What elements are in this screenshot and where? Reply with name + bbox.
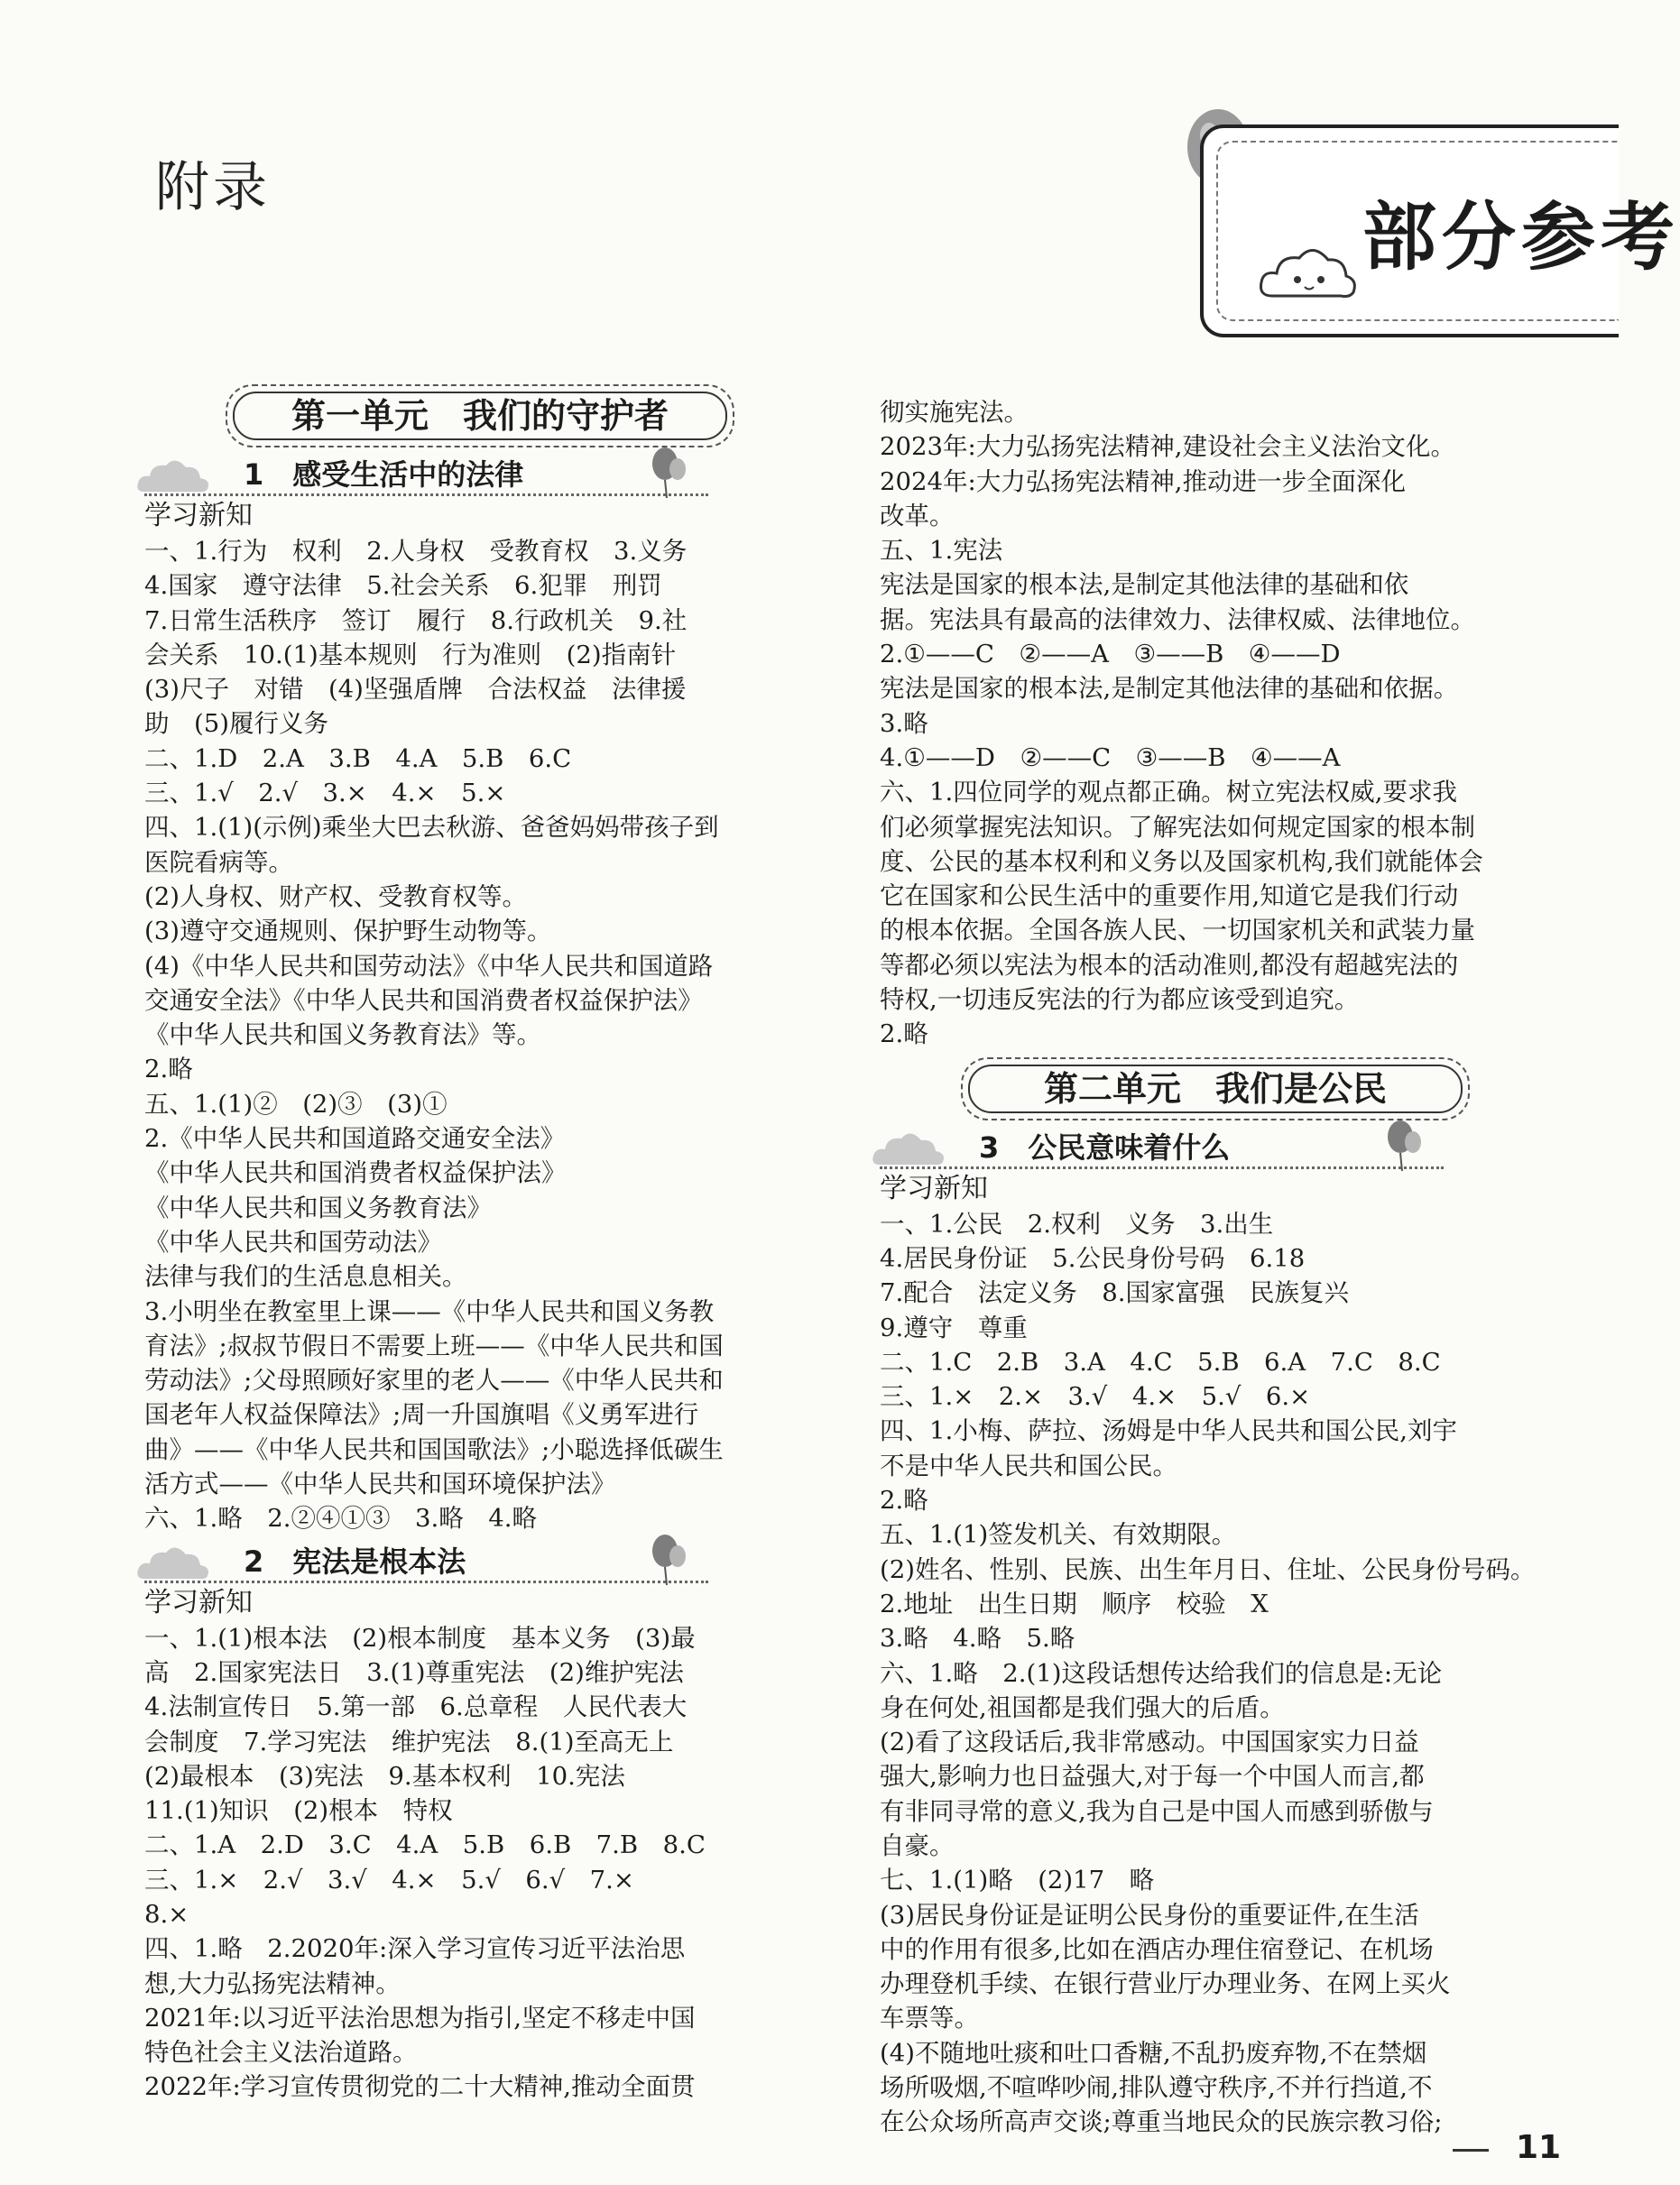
answer-line: 会关系 10.(1)基本规则 行为准则 (2)指南针	[144, 640, 677, 669]
answer-line: (3)居民身份证是证明公民身份的重要证件,在生活	[880, 1900, 1419, 1930]
answer-line: 自豪。	[880, 1830, 955, 1860]
answer-line: 国老年人权益保障法》;周一升国旗唱《义勇军进行	[144, 1400, 699, 1430]
lesson-title: 1 感受生活中的法律	[244, 457, 524, 492]
answer-line: 7.配合 法定义务 8.国家富强 民族复兴	[880, 1278, 1349, 1308]
answer-line: 劳动法》;父母照顾好家里的老人——《中华人民共和	[144, 1366, 724, 1396]
answer-line: 活方式——《中华人民共和国环境保护法》	[144, 1470, 616, 1499]
answer-line: 曲》——《中华人民共和国国歌法》;小聪选择低碳生	[144, 1434, 724, 1464]
answer-line: 特色社会主义法治道路。	[144, 2038, 418, 2068]
answer-line: 场所吸烟,不喧哗吵闹,排队遵守秩序,不并行挡道,不	[880, 2073, 1433, 2103]
right-column	[880, 395, 1561, 2140]
answer-line: 六、1.略 2.②④①③ 3.略 4.略	[144, 1504, 537, 1534]
answer-line: 五、1.(1)签发机关、有效期限。	[880, 1520, 1237, 1550]
answer-line: 9.遵守 尊重	[880, 1313, 1028, 1342]
answer-line: 的根本依据。全国各族人民、一切国家机关和武装力量	[880, 916, 1475, 945]
answer-line: 2.《中华人民共和国道路交通安全法》	[144, 1124, 566, 1154]
answer-line: 四、1.(1)(示例)乘坐大巴去秋游、爸爸妈妈带孩子到	[144, 813, 719, 843]
lesson-title: 3 公民意味着什么	[979, 1129, 1231, 1165]
answer-line: (2)看了这段话后,我非常感动。中国国家实力日益	[880, 1728, 1419, 1757]
answer-line: 度、公民的基本权利和义务以及国家机构,我们就能体会	[880, 846, 1483, 876]
balloon-icon	[645, 1533, 690, 1587]
cloud-icon	[135, 451, 217, 496]
answer-line: 六、1.略 2.(1)这段话想传达给我们的信息是:无论	[880, 1658, 1443, 1688]
answer-line: 3.略 4.略 5.略	[880, 1624, 1075, 1654]
balloon-icon	[645, 446, 690, 500]
answer-line: 宪法是国家的根本法,是制定其他法律的基础和依据。	[880, 674, 1459, 704]
answer-line: 二、1.C 2.B 3.A 4.C 5.B 6.A 7.C 8.C	[880, 1347, 1441, 1377]
answer-line: 4.居民身份证 5.公民身份号码 6.18	[880, 1243, 1306, 1273]
lesson-heading	[144, 1538, 826, 1585]
answer-line: 五、1.(1)② (2)③ (3)①	[144, 1089, 448, 1119]
lesson-heading	[880, 1124, 1561, 1171]
answer-line: (3)遵守交通规则、保护野生动物等。	[144, 917, 552, 946]
answer-line: 们必须掌握宪法知识。了解宪法如何规定国家的根本制	[880, 812, 1475, 842]
answer-line: 一、1.行为 权利 2.人身权 受教育权 3.义务	[144, 537, 688, 566]
answer-line: 3.略	[880, 708, 928, 738]
lesson-title: 2 宪法是根本法	[244, 1544, 466, 1579]
answer-line: 法律与我们的生活息息相关。	[144, 1262, 467, 1292]
answer-line: 办理登机手续、在银行营业厅办理业务、在网上买火	[880, 1969, 1451, 1999]
answer-line: 7.日常生活秩序 签订 履行 8.行政机关 9.社	[144, 605, 688, 635]
answer-line: 彻实施宪法。	[880, 398, 1029, 427]
answer-line: 中的作用有很多,比如在酒店办理住宿登记、在机场	[880, 1934, 1434, 1964]
unit-heading: 第二单元 我们是公民	[961, 1057, 1470, 1120]
answer-line: 五、1.宪法	[880, 536, 1003, 566]
answer-line: 4.国家 遵守法律 5.社会关系 6.犯罪 刑罚	[144, 571, 662, 601]
answer-line: 2.略	[144, 1055, 193, 1084]
answer-line: 育法》;叔叔节假日不需要上班——《中华人民共和国	[144, 1331, 724, 1360]
answer-line: 4.①——D ②——C ③——B ④——A	[880, 742, 1341, 772]
answer-line: (2)姓名、性别、民族、出生年月日、住址、公民身份号码。	[880, 1554, 1536, 1584]
answer-line: 2024年:大力弘扬宪法精神,推动进一步全面深化	[880, 466, 1406, 496]
answer-line: 《中华人民共和国劳动法》	[144, 1227, 442, 1257]
answer-line: 交通安全法》《中华人民共和国消费者权益保护法》	[144, 985, 703, 1015]
answer-line: 2.①——C ②——A ③——B ④——D	[880, 640, 1341, 669]
answer-line: 等都必须以宪法为根本的活动准则,都没有超越宪法的	[880, 950, 1459, 980]
answer-line: (4)不随地吐痰和吐口香糖,不乱扔废弃物,不在禁烟	[880, 2038, 1427, 2068]
answer-line: 《中华人民共和国消费者权益保护法》	[144, 1158, 567, 1188]
answer-line: 在公众场所高声交谈;尊重当地民众的民族宗教习俗;	[880, 2107, 1443, 2137]
answer-line: 宪法是国家的根本法,是制定其他法律的基础和依	[880, 570, 1409, 600]
answer-line: 据。宪法具有最高的法律效力、法律权威、法律地位。	[880, 604, 1475, 634]
answer-line: 8.×	[144, 1899, 189, 1929]
answer-line: 2.略	[880, 1486, 928, 1516]
answer-line: 有非同寻常的意义,我为自己是中国人而感到骄傲与	[880, 1796, 1434, 1826]
answer-line: 七、1.(1)略 (2)17 略	[880, 1866, 1155, 1895]
answer-line: 2.略	[880, 1019, 928, 1049]
answer-line: 2021年:以习近平法治思想为指引,坚定不移走中国	[144, 2003, 696, 2033]
answer-line: 六、1.四位同学的观点都正确。树立宪法权威,要求我	[880, 778, 1457, 807]
answer-line: 强大,影响力也日益强大,对于每一个中国人而言,都	[880, 1762, 1425, 1792]
answer-line: 特权,一切违反宪法的行为都应该受到追究。	[880, 985, 1360, 1015]
lesson-heading	[144, 451, 826, 498]
left-column	[144, 379, 826, 2105]
cloud-icon	[1254, 233, 1362, 305]
answer-line: 会制度 7.学习宪法 维护宪法 8.(1)至高无上	[144, 1727, 674, 1756]
answer-line: 2022年:学习宣传贯彻党的二十大精神,推动全面贯	[144, 2072, 696, 2102]
page-number-dash	[1453, 2149, 1489, 2152]
answer-line: 三、1.× 2.√ 3.√ 4.× 5.√ 6.√ 7.×	[144, 1865, 634, 1895]
answer-line: 2023年:大力弘扬宪法精神,建设社会主义法治文化。	[880, 432, 1455, 462]
answer-line: 《中华人民共和国义务教育法》等。	[144, 1020, 541, 1050]
answer-line: 《中华人民共和国义务教育法》	[144, 1193, 492, 1222]
answer-line: (3)尺子 对错 (4)坚强盾牌 合法权益 法律援	[144, 675, 687, 705]
answer-line: 助 (5)履行义务	[144, 709, 328, 739]
answer-line: 身在何处,祖国都是我们强大的后盾。	[880, 1692, 1285, 1722]
balloon-icon	[1380, 1119, 1426, 1173]
answer-line: 一、1.公民 2.权利 义务 3.出生	[880, 1209, 1274, 1239]
answer-line: 2.地址 出生日期 顺序 校验 X	[880, 1589, 1269, 1618]
answer-line: 医院看病等。	[144, 847, 293, 877]
answer-line: (2)人身权、财产权、受教育权等。	[144, 881, 527, 911]
answer-line: 11.(1)知识 (2)根本 特权	[144, 1796, 453, 1826]
answer-line: 二、1.D 2.A 3.B 4.A 5.B 6.C	[144, 743, 572, 773]
answer-banner	[1200, 124, 1680, 337]
cloud-icon	[871, 1124, 952, 1169]
answer-line: 高 2.国家宪法日 3.(1)尊重宪法 (2)维护宪法	[144, 1657, 684, 1687]
appendix-title: 附录	[155, 156, 271, 219]
answer-line: 它在国家和公民生活中的重要作用,知道它是我们行动	[880, 881, 1459, 911]
answer-line: 不是中华人民共和国公民。	[880, 1451, 1177, 1480]
answer-line: 想,大力弘扬宪法精神。	[144, 1968, 401, 1998]
answer-line: 改革。	[880, 501, 955, 530]
section-subheading: 学习新知	[144, 500, 253, 531]
banner-title: 部分参考	[1362, 195, 1680, 281]
answer-line: 三、1.√ 2.√ 3.× 4.× 5.×	[144, 779, 506, 808]
answer-line: 四、1.小梅、萨拉、汤姆是中华人民共和国公民,刘宇	[880, 1416, 1457, 1446]
answer-line: 车票等。	[880, 2004, 979, 2033]
answer-line: 3.小明坐在教室里上课——《中华人民共和国义务教	[144, 1296, 715, 1326]
answer-line: 二、1.A 2.D 3.C 4.A 5.B 6.B 7.B 8.C	[144, 1830, 706, 1860]
cloud-icon	[135, 1538, 217, 1583]
answer-line: 三、1.× 2.× 3.√ 4.× 5.√ 6.×	[880, 1382, 1311, 1412]
answer-line: 四、1.略 2.2020年:深入学习宣传习近平法治思	[144, 1934, 686, 1964]
answer-line: 4.法制宣传日 5.第一部 6.总章程 人民代表大	[144, 1692, 688, 1722]
page-number: 11	[1516, 2129, 1562, 2166]
answer-line: (4)《中华人民共和国劳动法》《中华人民共和国道路	[144, 951, 714, 981]
section-subheading: 学习新知	[880, 1172, 988, 1204]
section-subheading: 学习新知	[144, 1586, 253, 1618]
answer-line: (2)最根本 (3)宪法 9.基本权利 10.宪法	[144, 1761, 625, 1791]
unit-heading: 第一单元 我们的守护者	[226, 384, 734, 447]
answer-line: 一、1.(1)根本法 (2)根本制度 基本义务 (3)最	[144, 1623, 696, 1653]
